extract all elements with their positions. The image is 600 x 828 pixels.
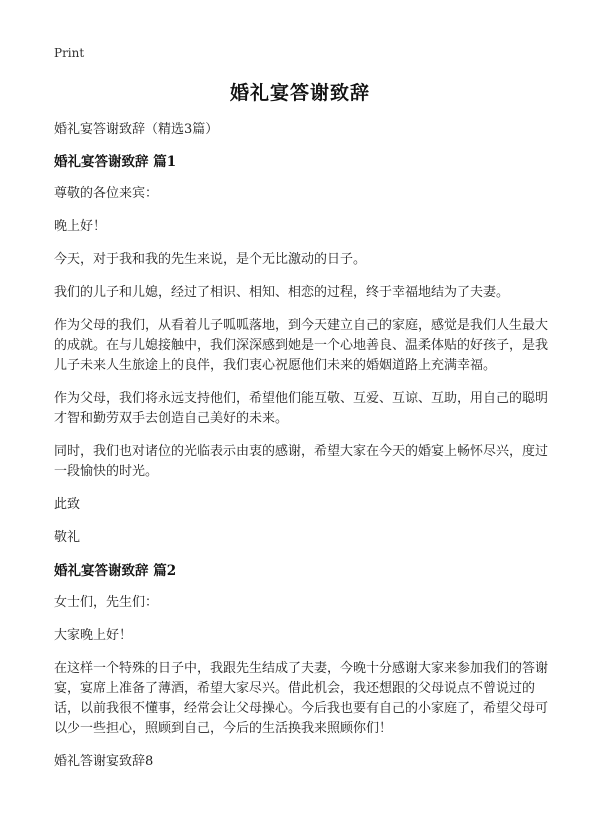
paragraph: 我们的儿子和儿媳，经过了相识、相知、相恋的过程，终于幸福地结为了夫妻。 <box>54 285 510 300</box>
paragraph: 作为父母，我们将永远支持他们，希望他们能互敬、互爱、互谅、互助，用自己的聪明才智和勤劳双手去创造自己美好的未来。 <box>54 391 549 426</box>
document-body <box>54 120 549 785</box>
paragraph: 作为父母的我们，从看着儿子呱呱落地，到今天建立自己的家庭，感觉是我们人生最大的成就。在与儿媳接触中，我们深深感到她是一个心地善良、温柔体贴的好孩子，是我儿子未来人生旅途上的良伴，我们衷心祝愿他们未来的婚姻道路上充满幸福。 <box>54 318 549 373</box>
section-heading-1: 婚礼宴答谢致辞 篇1 <box>54 154 177 170</box>
paragraph: 晚上好！ <box>54 219 107 234</box>
paragraph: 女士们，先生们： <box>54 595 159 610</box>
paragraph: 婚礼答谢宴致辞8 <box>54 754 154 769</box>
paragraph: 大家晚上好！ <box>54 628 133 643</box>
paragraph: 今天，对于我和我的先生来说，是个无比激动的日子。 <box>54 252 367 267</box>
paragraph: 同时，我们也对诸位的光临表示由衷的感谢，希望大家在今天的婚宴上畅怀尽兴，度过一段愉快的时光。 <box>54 444 549 479</box>
document-title: 婚礼宴答谢致辞 <box>229 82 370 104</box>
section-heading-2: 婚礼宴答谢致辞 篇2 <box>54 563 177 579</box>
paragraph: 此致 <box>54 497 81 512</box>
paragraph: 敬礼 <box>54 530 81 545</box>
paragraph: 尊敬的各位来宾： <box>54 186 159 201</box>
document-subtitle: 婚礼宴答谢致辞（精选3篇） <box>54 122 219 137</box>
print-label[interactable]: Print <box>54 46 85 60</box>
paragraph: 在这样一个特殊的日子中，我跟先生结成了夫妻，今晚十分感谢大家来参加我们的答谢宴，宴席上准备了薄酒，希望大家尽兴。借此机会，我还想跟的父母说点不曾说过的话，以前我很不懂事，经常会让父母操心。今后我也要有自己的小家庭了，希望父母可以少一些担心，照顾到自己，今后的生活换我来照顾你们！ <box>54 661 549 736</box>
